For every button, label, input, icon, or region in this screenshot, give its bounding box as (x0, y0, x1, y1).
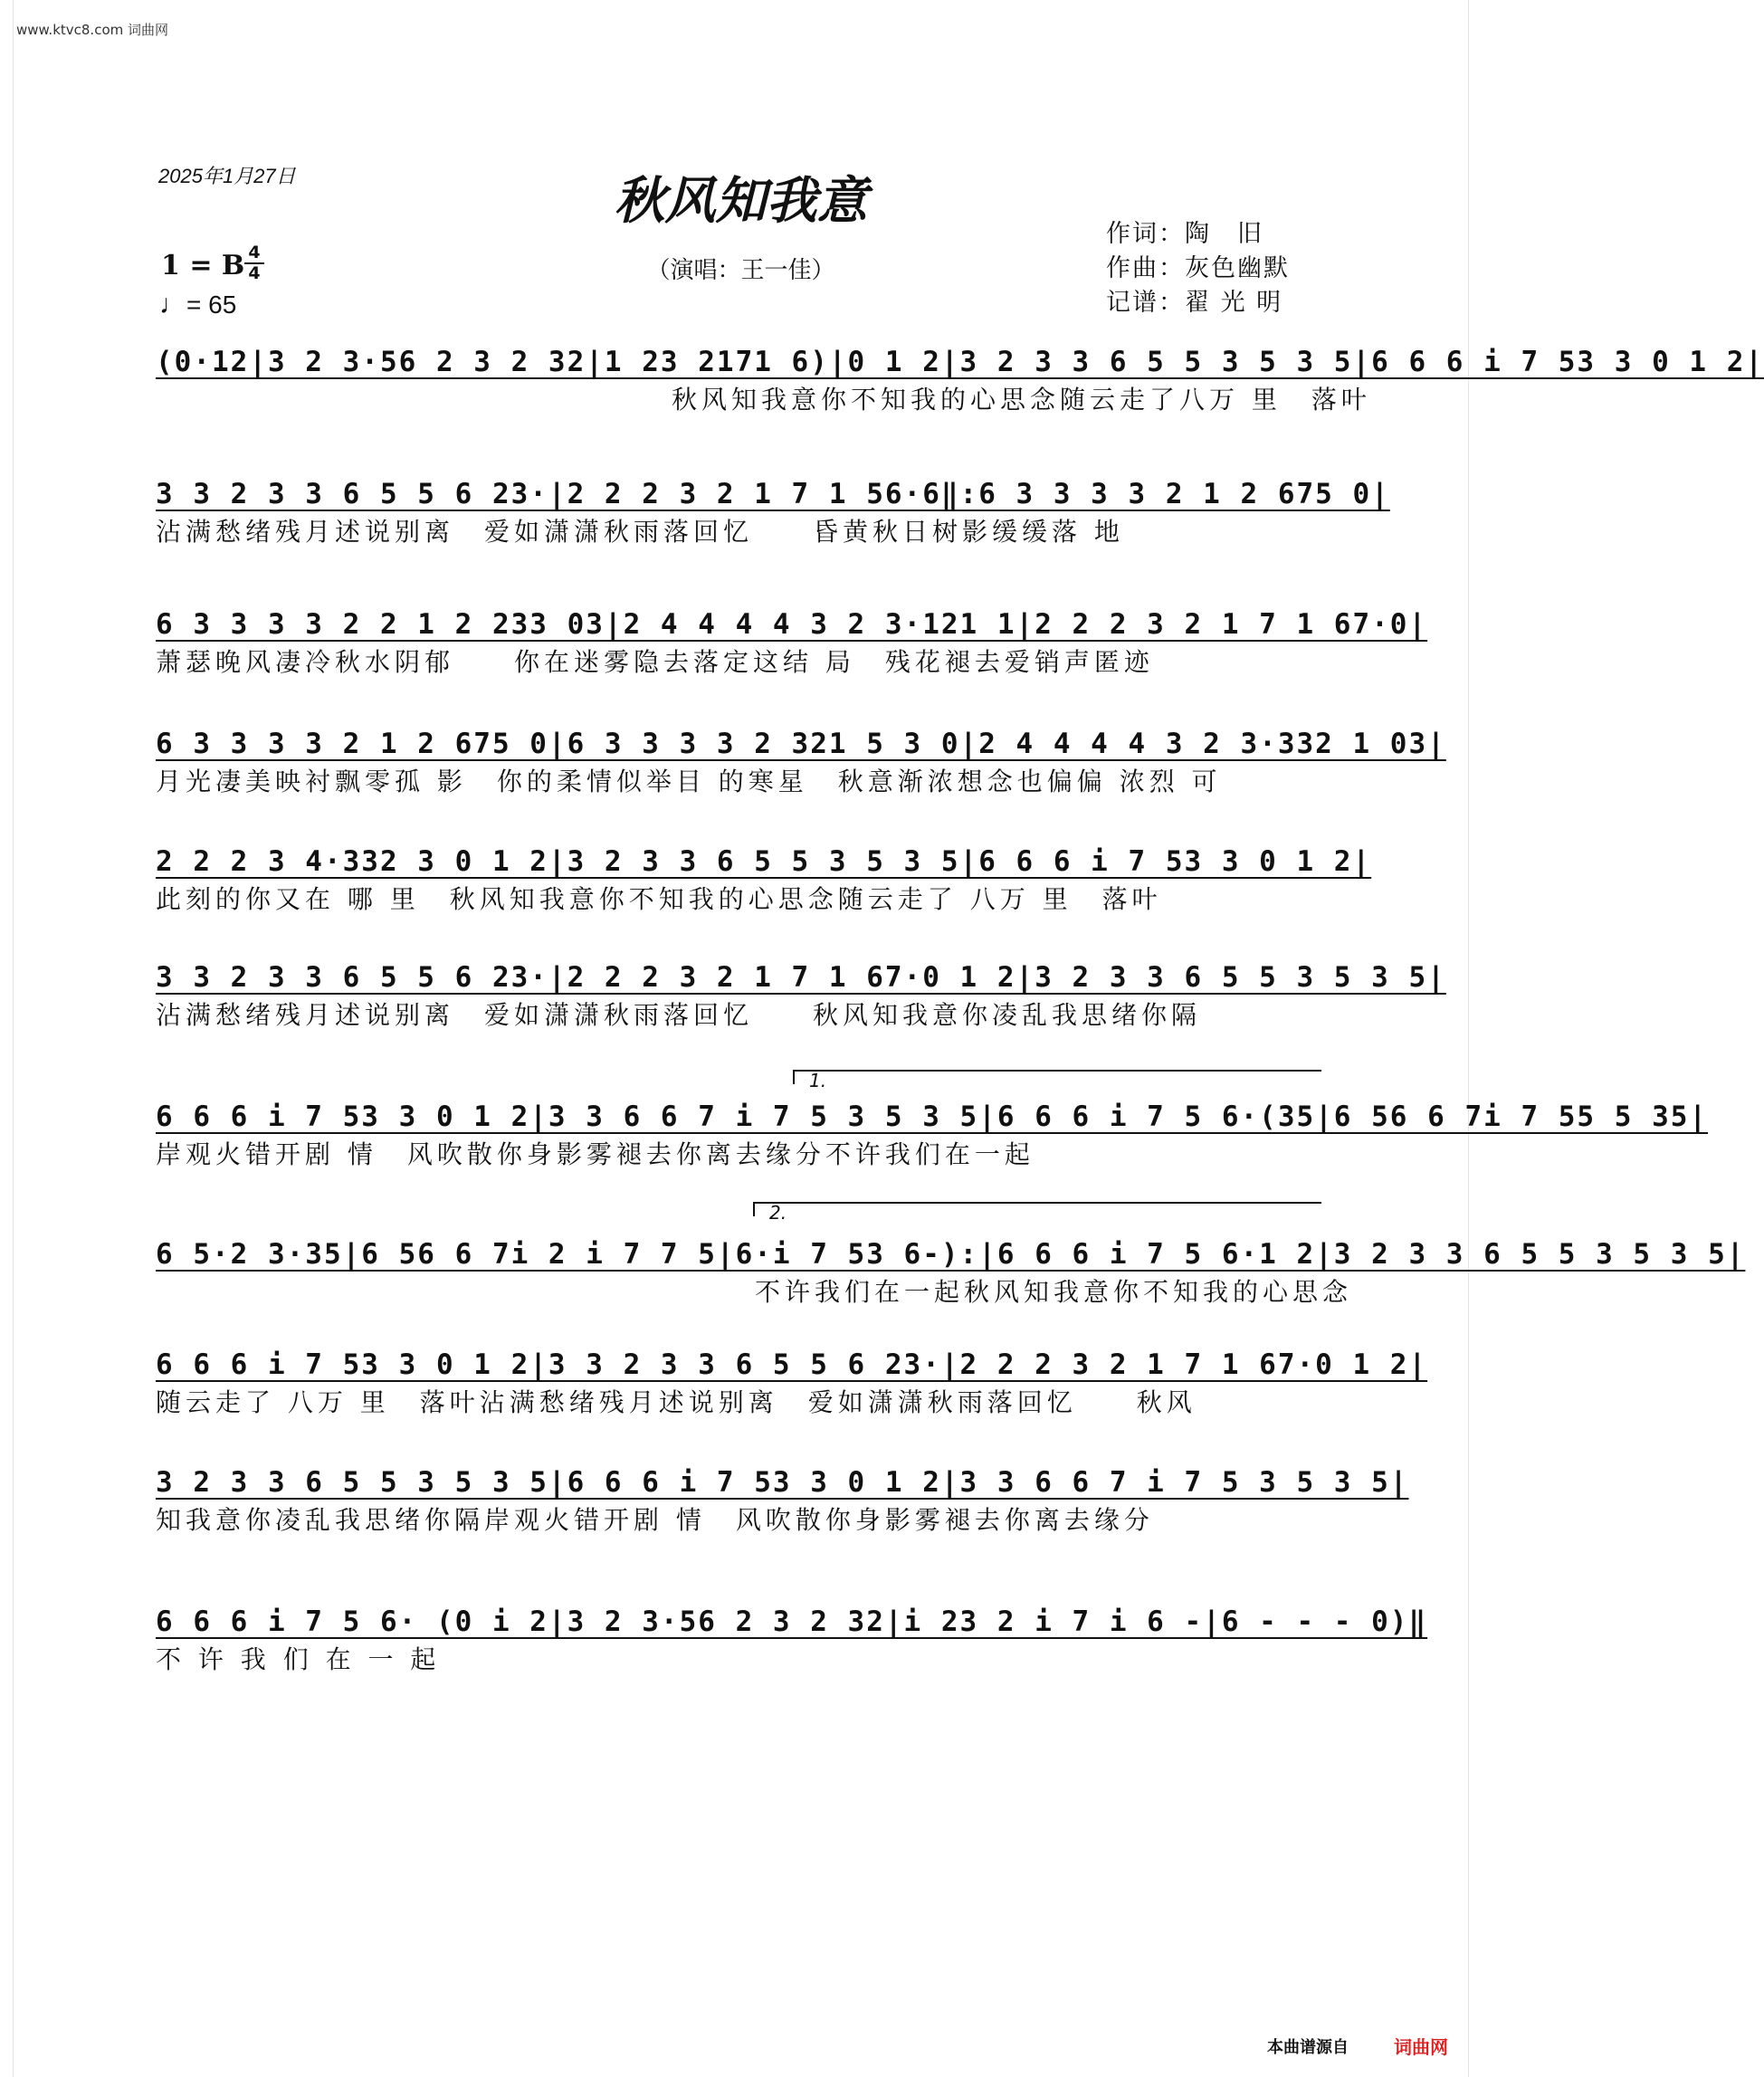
lyric-row: 不 许 我 们 在 一 起 (156, 1644, 441, 1674)
score-line-8 (156, 1234, 1746, 1310)
notation-row: 6 5·2 3·35|6 56 6 7i 2 i 7 7 5|6·i 7 53 6-):|6 6 6 i 7 5 6·1 2|3 2 3 3 6 5 5 3 5 3 5| (156, 1238, 1746, 1271)
lyric-row: 月光凄美映衬飘零孤 影 你的柔情似举目 的寒星 秋意渐浓想念也偏偏 浓烈 可 (156, 767, 1222, 796)
lyric-row: 萧瑟晚风凄冷秋水阴郁 你在迷雾隐去落定这结 局 残花褪去爱销声匿迹 (156, 647, 1154, 677)
site-url[interactable]: www.ktvc8.com 词曲网 (16, 22, 169, 38)
lyric-row: 此刻的你又在 哪 里 秋风知我意你不知我的心思念随云走了 八万 里 落叶 (156, 884, 1162, 914)
quarter-note-icon: ♩ (159, 290, 186, 319)
score-line-2 (156, 474, 1390, 550)
left-watermark-strip (0, 0, 14, 2077)
lyricist: 作词：陶 旧 (1106, 220, 1263, 248)
notation-row: 3 3 2 3 3 6 5 5 6 23·|2 2 2 3 2 1 7 1 67·0 1 2|3 2 3 3 6 5 5 3 5 3 5| (156, 961, 1446, 994)
volta-1-bracket (793, 1070, 1321, 1091)
tempo-value: = 65 (186, 291, 237, 319)
source-note: 本曲谱源自 (1267, 2038, 1349, 2057)
right-watermark-strip (1468, 0, 1482, 2077)
date: 2025年1月27日 (158, 165, 296, 187)
score-line-5 (156, 842, 1372, 918)
score-line-7 (156, 1097, 1709, 1173)
volta-1-label: 1. (809, 1070, 827, 1091)
notation-row: 6 6 6 i 7 53 3 0 1 2|3 3 2 3 3 6 5 5 6 23·|2 2 2 3 2 1 7 1 67·0 1 2| (156, 1348, 1428, 1381)
lyric-row: 随云走了 八万 里 落叶沾满愁绪残月述说别离 爱如潇潇秋雨落回忆 秋风 (156, 1387, 1197, 1417)
volta-2-bracket (753, 1202, 1321, 1224)
time-signature-bottom: 4 (248, 263, 261, 283)
time-signature-top: 4 (248, 243, 261, 262)
notation-row: 6 6 6 i 7 53 3 0 1 2|3 3 6 6 7 i 7 5 3 5 3 5|6 6 6 i 7 5 6·(35|6 56 6 7i 7 55 5 35| (156, 1100, 1709, 1133)
key-signature: 1 = B (161, 250, 245, 281)
notation-row: 2 2 2 3 4·332 3 0 1 2|3 2 3 3 6 5 5 3 5 3 5|6 6 6 i 7 53 3 0 1 2| (156, 845, 1372, 878)
tempo (159, 290, 236, 320)
score-line-11 (156, 1602, 1428, 1678)
composer: 作曲：灰色幽默 (1106, 254, 1290, 282)
notation-row: 6 3 3 3 3 2 2 1 2 233 03|2 4 4 4 4 3 2 3·121 1|2 2 2 3 2 1 7 1 67·0| (156, 608, 1428, 641)
credits (1106, 217, 1290, 320)
lyric-row: 秋风知我意你不知我的心思念随云走了八万 里 落叶 (672, 385, 1371, 414)
score-line-9 (156, 1345, 1428, 1421)
score-line-6 (156, 958, 1446, 1034)
notation-row: 6 6 6 i 7 5 6· (0 i 2|3 2 3·56 2 3 2 32|i 23 2 i 7 i 6 -|6 - - - 0)‖ (156, 1605, 1428, 1638)
lyric-row: 沾满愁绪残月述说别离 爱如潇潇秋雨落回忆 昏黄秋日树影缓缓落 地 (156, 517, 1124, 547)
score-line-3 (156, 605, 1428, 681)
lyric-row: 岸观火错开剧 情 风吹散你身影雾褪去你离去缘分不许我们在一起 (156, 1139, 1035, 1169)
score-line-1 (156, 342, 1764, 418)
notation-row: 3 2 3 3 6 5 5 3 5 3 5|6 6 6 i 7 53 3 0 1 2|3 3 6 6 7 i 7 5 3 5 3 5| (156, 1466, 1409, 1499)
time-signature (244, 244, 264, 282)
notation-row: (0·12|3 2 3·56 2 3 2 32|1 23 2171 6)|0 1 2|3 2 3 3 6 5 5 3 5 3 5|6 6 6 i 7 53 3 0 1 2| (156, 346, 1764, 378)
song-title: 秋风知我意 (614, 171, 868, 231)
transcriber: 记谱：翟 光 明 (1106, 289, 1283, 317)
volta-2-label: 2. (769, 1202, 787, 1224)
score-line-4 (156, 724, 1446, 800)
singer: （演唱：王一佳） (646, 257, 835, 284)
site-logo[interactable]: 词曲网 (1394, 2036, 1448, 2058)
score-line-10 (156, 1462, 1409, 1539)
lyric-row: 不许我们在一起秋风知我意你不知我的心思念 (755, 1277, 1353, 1307)
notation-row: 6 3 3 3 3 2 1 2 675 0|6 3 3 3 3 2 321 5 3 0|2 4 4 4 4 3 2 3·332 1 03| (156, 728, 1446, 760)
notation-row: 3 3 2 3 3 6 5 5 6 23·|2 2 2 3 2 1 7 1 56·6‖:6 3 3 3 3 2 1 2 675 0| (156, 478, 1390, 510)
lyric-row: 知我意你凌乱我思绪你隔岸观火错开剧 情 风吹散你身影雾褪去你离去缘分 (156, 1505, 1154, 1535)
lyric-row: 沾满愁绪残月述说别离 爱如潇潇秋雨落回忆 秋风知我意你凌乱我思绪你隔 (156, 1000, 1202, 1030)
